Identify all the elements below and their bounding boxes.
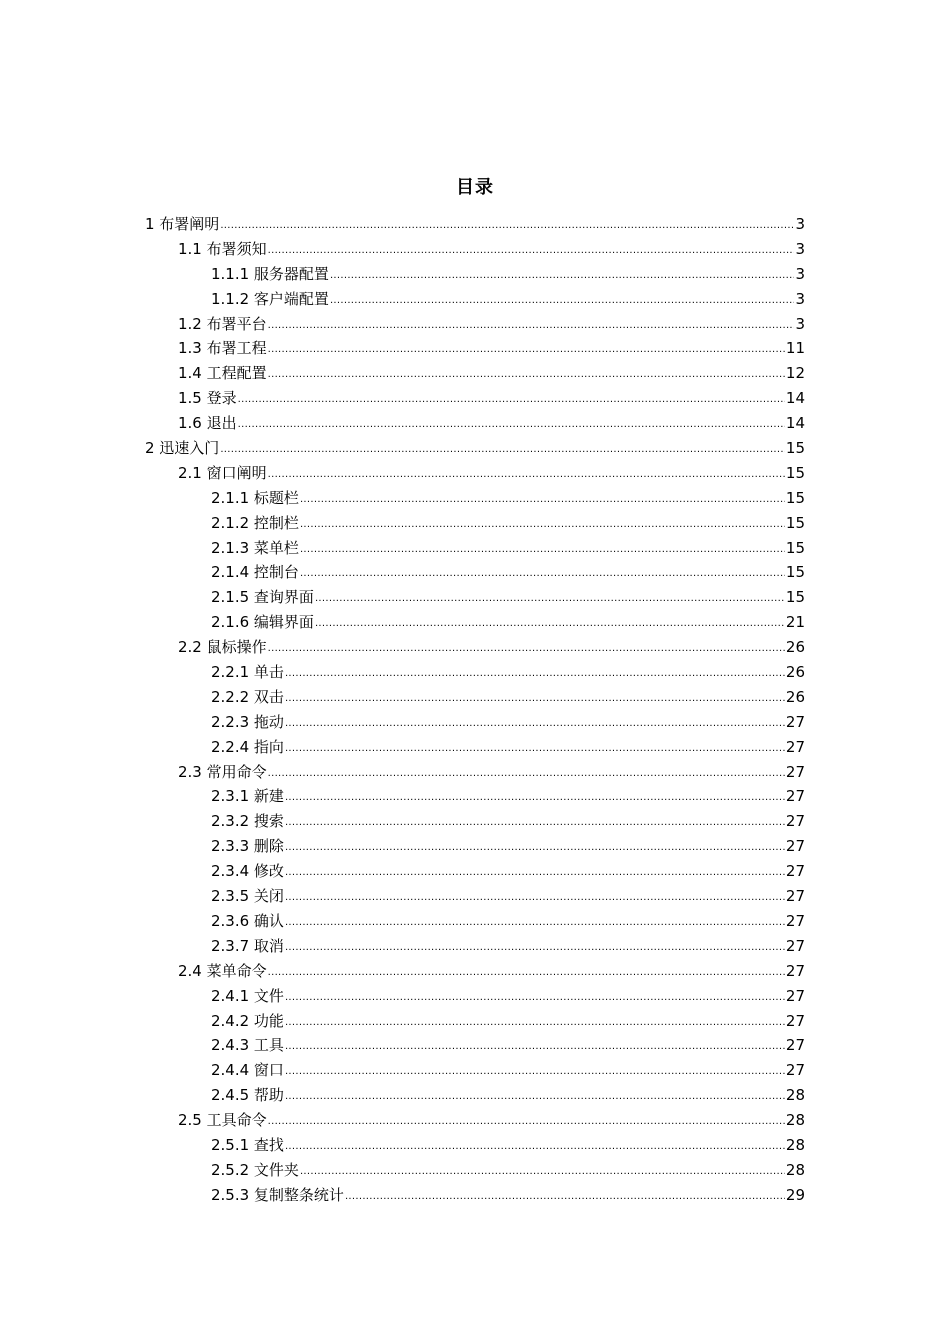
toc-entry[interactable] <box>0 710 950 735</box>
toc-dot-leader <box>268 314 795 339</box>
toc-entry-label: 2.3.6 确认 <box>211 911 284 930</box>
toc-entry-page-number: 3 <box>795 314 805 333</box>
toc-dot-leader <box>285 712 785 737</box>
toc-entry[interactable] <box>0 212 950 237</box>
toc-entry-label: 2.2 鼠标操作 <box>178 638 267 657</box>
toc-entry-page-number: 27 <box>785 837 805 856</box>
toc-entry-label: 2.5.2 文件夹 <box>211 1160 299 1179</box>
toc-entry-page-number: 28 <box>785 1111 805 1130</box>
toc-entry-label: 2.4 菜单命令 <box>178 961 267 980</box>
toc-entry[interactable] <box>0 312 950 337</box>
toc-dot-leader <box>268 637 785 662</box>
toc-dot-leader <box>285 861 785 886</box>
toc-entry-page-number: 14 <box>785 414 805 433</box>
toc-entry-label: 1.2 布署平台 <box>178 314 267 333</box>
toc-dot-leader <box>345 1185 785 1210</box>
toc-entry[interactable] <box>0 809 950 834</box>
toc-dot-leader <box>285 936 785 961</box>
toc-dot-leader <box>285 786 785 811</box>
toc-entry-label: 2.3.1 新建 <box>211 787 284 806</box>
toc-dot-leader <box>238 413 785 438</box>
toc-dot-leader <box>285 1135 785 1160</box>
toc-entry-label: 2.5.3 复制整条统计 <box>211 1185 344 1204</box>
toc-entry[interactable] <box>0 1158 950 1183</box>
toc-entry-page-number: 27 <box>785 737 805 756</box>
toc-entry-page-number: 27 <box>785 1061 805 1080</box>
toc-dot-leader <box>300 513 785 538</box>
toc-entry-label: 2.1.1 标题栏 <box>211 488 299 507</box>
toc-dot-leader <box>330 289 795 314</box>
toc-dot-leader <box>300 538 785 563</box>
toc-entry[interactable] <box>0 685 950 710</box>
toc-entry[interactable] <box>0 610 950 635</box>
toc-entry[interactable] <box>0 386 950 411</box>
toc-entry-page-number: 15 <box>785 463 805 482</box>
toc-entry[interactable] <box>0 536 950 561</box>
toc-entry-label: 2 迅速入门 <box>145 439 220 458</box>
toc-entry[interactable] <box>0 1058 950 1083</box>
toc-dot-leader <box>285 1060 785 1085</box>
toc-entry-label: 2.4.2 功能 <box>211 1011 284 1030</box>
toc-entry-page-number: 21 <box>785 613 805 632</box>
toc-dot-leader <box>300 562 785 587</box>
toc-dot-leader <box>268 961 785 986</box>
toc-entry-label: 2.1 窗口阐明 <box>178 463 267 482</box>
toc-entry[interactable] <box>0 859 950 884</box>
toc-entry[interactable] <box>0 1183 950 1208</box>
toc-entry-label: 2.2.2 双击 <box>211 687 284 706</box>
toc-entry[interactable] <box>0 287 950 312</box>
toc-entry[interactable] <box>0 1009 950 1034</box>
toc-entry-label: 2.4.5 帮助 <box>211 1086 284 1105</box>
toc-dot-leader <box>268 762 785 787</box>
toc-entry-page-number: 27 <box>785 1011 805 1030</box>
toc-entry-page-number: 26 <box>785 687 805 706</box>
toc-entry[interactable] <box>0 461 950 486</box>
toc-entry[interactable] <box>0 511 950 536</box>
toc-dot-leader <box>268 239 795 264</box>
toc-entry-label: 1.6 退出 <box>178 414 237 433</box>
toc-entry-page-number: 27 <box>785 911 805 930</box>
toc-entry[interactable] <box>0 1083 950 1108</box>
toc-dot-leader <box>285 1011 785 1036</box>
toc-entry-label: 1 布署阐明 <box>145 215 220 233</box>
toc-entry-page-number: 27 <box>785 862 805 881</box>
toc-entry-label: 2.5 工具命令 <box>178 1111 267 1130</box>
toc-list <box>0 212 950 1208</box>
toc-dot-leader <box>300 1160 785 1185</box>
toc-entry[interactable] <box>0 1133 950 1158</box>
toc-entry-page-number: 14 <box>785 389 805 408</box>
toc-entry-label: 1.1.1 服务器配置 <box>211 264 329 283</box>
toc-entry-label: 2.3.4 修改 <box>211 862 284 881</box>
toc-entry-label: 2.3.2 搜索 <box>211 812 284 831</box>
toc-dot-leader <box>300 488 785 513</box>
toc-entry-label: 2.4.4 窗口 <box>211 1061 284 1080</box>
toc-dot-leader <box>285 1085 785 1110</box>
toc-entry-label: 2.4.1 文件 <box>211 986 284 1005</box>
toc-entry[interactable] <box>0 1108 950 1133</box>
toc-entry-page-number: 27 <box>785 812 805 831</box>
toc-entry[interactable] <box>0 411 950 436</box>
toc-entry-page-number: 15 <box>785 439 805 458</box>
toc-entry[interactable] <box>0 361 950 386</box>
toc-entry-label: 2.2.1 单击 <box>211 663 284 682</box>
toc-entry[interactable] <box>0 760 950 785</box>
toc-entry-page-number: 27 <box>785 1036 805 1055</box>
toc-entry-label: 2.5.1 查找 <box>211 1135 284 1154</box>
toc-entry-label: 2.2.4 指向 <box>211 737 284 756</box>
toc-entry-label: 1.4 工程配置 <box>178 364 267 383</box>
toc-entry[interactable] <box>0 262 950 287</box>
toc-entry-label: 1.1.2 客户端配置 <box>211 289 329 308</box>
toc-dot-leader <box>285 662 785 687</box>
toc-entry-label: 2.3.7 取消 <box>211 936 284 955</box>
toc-entry-page-number: 28 <box>785 1135 805 1154</box>
toc-entry[interactable] <box>0 635 950 660</box>
toc-entry-label: 1.5 登录 <box>178 389 237 408</box>
toc-entry-page-number: 11 <box>785 339 805 358</box>
toc-entry-page-number: 27 <box>785 887 805 906</box>
toc-entry-page-number: 3 <box>795 239 805 258</box>
toc-entry[interactable] <box>0 237 950 262</box>
toc-dot-leader <box>268 363 785 388</box>
toc-entry-label: 2.3.3 删除 <box>211 837 284 856</box>
toc-entry-label: 2.4.3 工具 <box>211 1036 284 1055</box>
toc-entry-label: 2.2.3 拖动 <box>211 712 284 731</box>
toc-entry-page-number: 15 <box>785 488 805 507</box>
toc-entry[interactable] <box>0 934 950 959</box>
toc-dot-leader <box>285 811 785 836</box>
toc-entry[interactable] <box>0 660 950 685</box>
toc-entry-page-number: 15 <box>785 588 805 607</box>
toc-entry[interactable] <box>0 336 950 361</box>
toc-entry-page-number: 15 <box>785 538 805 557</box>
toc-entry-page-number: 15 <box>785 513 805 532</box>
toc-entry-page-number: 12 <box>785 364 805 383</box>
toc-entry-page-number: 27 <box>785 986 805 1005</box>
toc-title: 目录 <box>456 177 494 198</box>
toc-entry-label: 2.3 常用命令 <box>178 762 267 781</box>
toc-dot-leader <box>285 986 785 1011</box>
toc-dot-leader <box>285 1035 785 1060</box>
toc-dot-leader <box>220 438 785 463</box>
toc-entry[interactable] <box>0 560 950 585</box>
toc-entry-page-number: 28 <box>785 1160 805 1179</box>
toc-entry-label: 1.3 布署工程 <box>178 339 267 358</box>
toc-dot-leader <box>238 388 785 413</box>
toc-entry-page-number: 15 <box>785 563 805 582</box>
toc-entry-label: 2.1.5 查询界面 <box>211 588 314 607</box>
toc-entry-page-number: 27 <box>785 787 805 806</box>
toc-dot-leader <box>268 338 785 363</box>
toc-entry[interactable] <box>0 486 950 511</box>
toc-entry-page-number: 27 <box>785 936 805 955</box>
toc-entry[interactable] <box>0 784 950 809</box>
toc-entry[interactable] <box>0 735 950 760</box>
toc-entry[interactable] <box>0 585 950 610</box>
toc-entry-label: 2.1.6 编辑界面 <box>211 613 314 632</box>
toc-entry-page-number: 26 <box>785 638 805 657</box>
toc-dot-leader <box>330 264 795 289</box>
toc-entry-page-number: 3 <box>795 264 805 283</box>
toc-dot-leader <box>220 214 794 239</box>
toc-entry[interactable] <box>0 1033 950 1058</box>
toc-dot-leader <box>315 612 785 637</box>
toc-entry-page-number: 29 <box>785 1185 805 1204</box>
toc-entry-page-number: 3 <box>795 215 805 233</box>
toc-dot-leader <box>285 836 785 861</box>
toc-entry-page-number: 28 <box>785 1086 805 1105</box>
toc-dot-leader <box>285 911 785 936</box>
toc-dot-leader <box>285 886 785 911</box>
toc-entry-page-number: 3 <box>795 289 805 308</box>
toc-entry-page-number: 27 <box>785 712 805 731</box>
toc-entry-label: 2.1.3 菜单栏 <box>211 538 299 557</box>
toc-entry-label: 1.1 布署须知 <box>178 239 267 258</box>
toc-entry[interactable] <box>0 884 950 909</box>
toc-dot-leader <box>315 587 785 612</box>
toc-entry-label: 2.3.5 关闭 <box>211 887 284 906</box>
toc-entry[interactable] <box>0 436 950 461</box>
toc-entry[interactable] <box>0 959 950 984</box>
toc-entry-label: 2.1.2 控制栏 <box>211 513 299 532</box>
toc-entry-page-number: 27 <box>785 961 805 980</box>
toc-entry-page-number: 26 <box>785 663 805 682</box>
toc-entry[interactable] <box>0 834 950 859</box>
toc-entry[interactable] <box>0 909 950 934</box>
toc-entry-page-number: 27 <box>785 762 805 781</box>
toc-entry-label: 2.1.4 控制台 <box>211 563 299 582</box>
toc-dot-leader <box>268 1110 785 1135</box>
toc-dot-leader <box>285 687 785 712</box>
toc-dot-leader <box>268 463 785 488</box>
toc-dot-leader <box>285 737 785 762</box>
toc-entry[interactable] <box>0 984 950 1009</box>
